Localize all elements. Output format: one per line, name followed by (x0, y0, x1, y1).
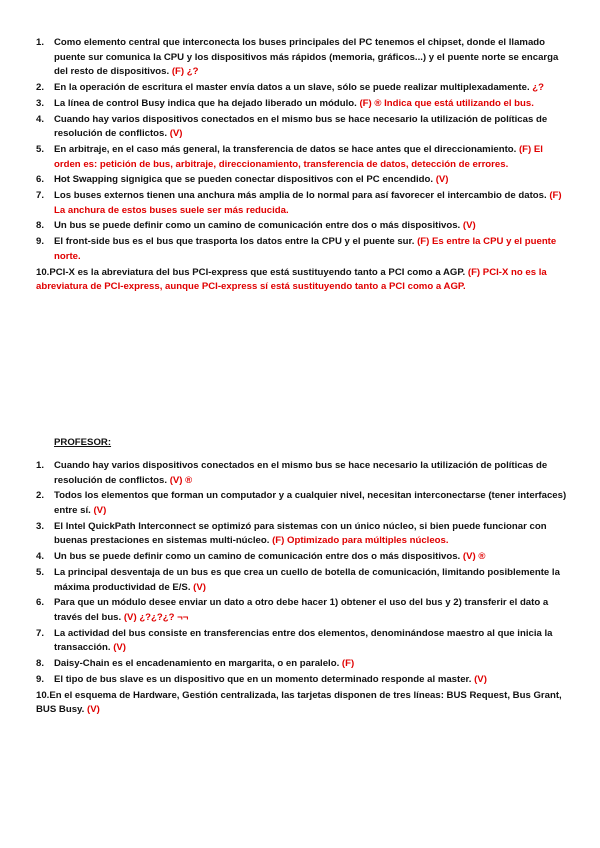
question-text: Los buses externos tienen una anchura más amplia de lo normal para así favorecer el intercambio de datos. (54, 190, 547, 202)
list-item: 5. En arbitraje, en el caso más general, la transferencia de datos se hace antes que el direccionamiento. (F) El orden es: petición de bus, arbitraje, direccionamiento, transferencia de datos, detección de errores. (36, 143, 543, 170)
answer-text: (V) (87, 704, 100, 716)
answer-text: (V) (193, 581, 206, 593)
answer-text: (V) ¿?¿?¿? ¬¬ (123, 611, 189, 623)
list-item: 9. El tipo de bus slave es un dispositivo que en un momento determinado responde al master. (V) (36, 673, 487, 685)
list-item: 7. La actividad del bus consiste en transferencias entre dos elementos, denominándose maestro al que inicia la transacción. (V) (36, 627, 553, 654)
answer-text: (F) Optimizado para múltiples núcleos. (272, 535, 449, 547)
question-text: En arbitraje, en el caso más general, la transferencia de datos se hace antes que el direccionamiento. (54, 143, 517, 155)
list-item: 3. La línea de control Busy indica que ha dejado liberado un módulo. (F) ® Indica que está utilizando el bus. (36, 97, 534, 109)
question-list-2 (36, 459, 570, 719)
question-text: Todos los elementos que forman un computador y a cualquier nivel, necesitan interconectarse (tener interfaces) entre sí. (54, 490, 567, 516)
question-text: El Intel QuickPath Interconnect se optimizó para sistemas con un único núcleo, si bien puede funcionar con buenas prestaciones en sistemas multi-núcleo. (54, 520, 547, 547)
list-item: 9. El front-side bus es el bus que trasporta los datos entre la CPU y el puente sur. (F) Es entre la CPU y el puente norte. (36, 236, 557, 262)
question-list-1 (36, 36, 570, 296)
question-text: El front-side bus es el bus que trasporta los datos entre la CPU y el puente sur. (54, 236, 415, 248)
answer-text: (V) (93, 504, 107, 516)
list-item: 6. Para que un módulo desee enviar un dato a otro debe hacer 1) obtener el uso del bus y 2) transferir el dato a través del bus. (V) ¿?¿?¿? ¬¬ (36, 597, 549, 623)
section-heading: PROFESOR: (54, 437, 112, 448)
list-item: 1. Como elemento central que interconecta los buses principales del PC tenemos el chipset, donde el llamado puente sur comunica la CPU y los dispositivos más rápidos (memoria, gráficos...) y el puente norte se encarga del resto de dispositivos. (F) ¿? (36, 37, 559, 78)
question-text: El tipo de bus slave es un dispositivo que en un momento determinado responde al master. (54, 673, 472, 685)
answer-text: (F) Es entre la CPU y el puente norte. (54, 236, 557, 262)
question-text: En el esquema de Hardware, Gestión centralizada, las tarjetas disponen de tres líneas: BUS Request, Bus Grant, BUS Busy. (36, 689, 562, 716)
question-text: La línea de control Busy indica que ha dejado liberado un módulo. (54, 97, 357, 109)
question-text: Un bus se puede definir como un camino de comunicación entre dos o más dispositivos. (54, 551, 461, 563)
list-item: 10.PCI-X es la abreviatura del bus PCI-express que está sustituyendo tanto a PCI como a AGP. (F) PCI-X no es la abreviatura de PCI-express, aunque PCI-express sí está sustituyendo tanto a PCI como a AGP. (36, 266, 547, 293)
question-text: Cuando hay varios dispositivos conectados en el mismo bus se hace necesario la utilización de políticas de resolución de conflictos. (54, 460, 548, 486)
answer-text: (V) (462, 220, 476, 232)
answer-text: (V) (474, 673, 487, 685)
list-item: 4. Un bus se puede definir como un camino de comunicación entre dos o más dispositivos. (V) ® (36, 551, 486, 563)
question-text: Un bus se puede definir como un camino de comunicación entre dos o más dispositivos. (54, 220, 461, 232)
list-item: 1. Cuando hay varios dispositivos conectados en el mismo bus se hace necesario la utilización de políticas de resolución de conflictos. (V) ® (36, 460, 548, 486)
question-text: Cuando hay varios dispositivos conectados en el mismo bus se hace necesario la utilización de políticas de resolución de conflictos. (54, 113, 548, 140)
answer-text: (F) El orden es: petición de bus, arbitraje, direccionamiento, transferencia de datos, detección de errores. (54, 143, 543, 170)
list-item: 3. El Intel QuickPath Interconnect se optimizó para sistemas con un único núcleo, si bien puede funcionar con buenas prestaciones en sistemas multi-núcleo. (F) Optimizado para múltiples núcleos. (36, 520, 547, 547)
answer-text: (V) (113, 642, 126, 654)
question-text: Como elemento central que interconecta los buses principales del PC tenemos el chipset, donde el llamado puente sur comunica la CPU y los dispositivos más rápidos (memoria, gráficos...) y el puente norte se encarga del resto de dispositivos. (54, 37, 559, 78)
list-item: 4. Cuando hay varios dispositivos conectados en el mismo bus se hace necesario la utilización de políticas de resolución de conflictos. (V) (36, 113, 548, 140)
question-text: Hot Swapping signigica que se pueden conectar dispositivos con el PC encendido. (54, 174, 434, 186)
answer-text: (F) (341, 658, 355, 670)
answer-text: (F) PCI-X no es la abreviatura de PCI-express, aunque PCI-express sí está sustituyendo tanto a PCI como a AGP. (36, 266, 547, 293)
question-text: La actividad del bus consiste en transferencias entre dos elementos, denominándose maestro al que inicia la transacción. (54, 627, 553, 654)
question-text: Para que un módulo desee enviar un dato a otro debe hacer 1) obtener el uso del bus y 2) transferir el dato a través del bus. (54, 597, 549, 623)
answer-text: (V) (169, 128, 183, 140)
answer-text: (F) ® Indica que está utilizando el bus. (359, 97, 534, 109)
answer-text: (V) ® (462, 551, 486, 563)
question-text: En la operación de escritura el master envía datos a un slave, sólo se puede realizar multiplexadamente. (54, 81, 530, 93)
answer-text: (F) La anchura de estos buses suele ser más reducida. (54, 190, 562, 216)
list-item: 2. Todos los elementos que forman un computador y a cualquier nivel, necesitan interconectarse (tener interfaces) entre sí. (V) (36, 490, 567, 516)
question-text: La principal desventaja de un bus es que crea un cuello de botella de comunicación, limitando posiblemente la máxima productividad de E/S. (54, 566, 560, 593)
list-item: 8. Daisy-Chain es el encadenamiento en margarita, o en paralelo. (F) (36, 658, 355, 670)
question-text: Daisy-Chain es el encadenamiento en margarita, o en paralelo. (54, 658, 340, 670)
list-item: 7. Los buses externos tienen una anchura más amplia de lo normal para así favorecer el intercambio de datos. (F) La anchura de estos buses suele ser más reducida. (36, 190, 562, 216)
list-item: 10.En el esquema de Hardware, Gestión centralizada, las tarjetas disponen de tres líneas: BUS Request, Bus Grant, BUS Busy. (V) (36, 689, 562, 716)
answer-text: (V) (435, 174, 449, 186)
answer-text: (V) ® (169, 474, 193, 486)
list-item: 8. Un bus se puede definir como un camino de comunicación entre dos o más dispositivos. (V) (36, 220, 476, 232)
list-item: 6. Hot Swapping signigica que se pueden conectar dispositivos con el PC encendido. (V) (36, 174, 449, 186)
list-item: 2. En la operación de escritura el master envía datos a un slave, sólo se puede realizar multiplexadamente. ¿? (36, 81, 545, 93)
question-text: PCI-X es la abreviatura del bus PCI-express que está sustituyendo tanto a PCI como a AGP. (49, 266, 466, 278)
answer-text: ¿? (532, 81, 545, 93)
answer-text: (F) ¿? (171, 66, 199, 78)
list-item: 5. La principal desventaja de un bus es que crea un cuello de botella de comunicación, limitando posiblemente la máxima productividad de E/S. (V) (36, 566, 560, 593)
